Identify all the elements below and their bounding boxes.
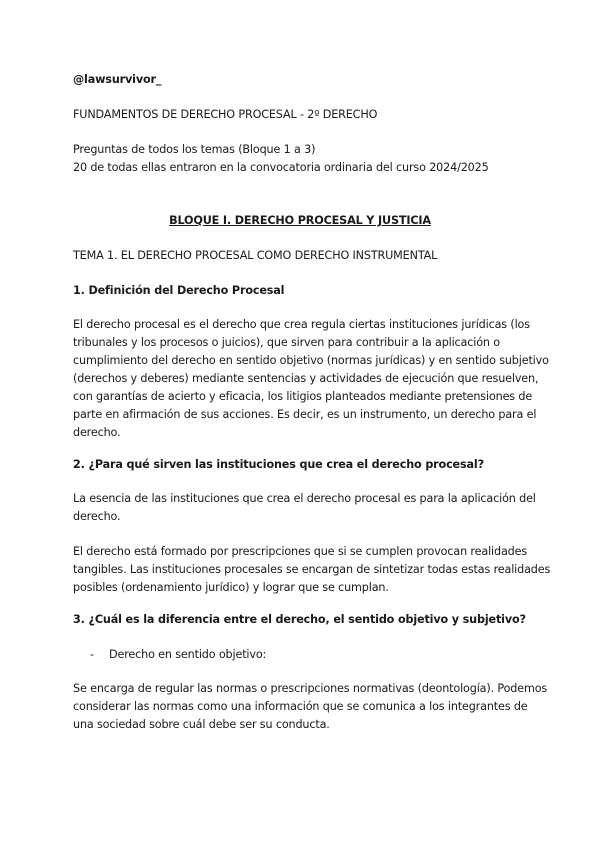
paragraph-line: tangibles. Las instituciones procesales se encargan de sintetizar todas estas realidades <box>73 563 551 576</box>
paragraph-line: (derechos y deberes) mediante sentencias y actividades de ejecución que resuelven, <box>73 372 539 385</box>
answer-paragraph <box>73 490 536 526</box>
paragraph-line: derecho. <box>73 510 121 523</box>
question-heading: 2. ¿Para qué sirven las instituciones que crea el derecho procesal? <box>73 458 484 471</box>
bullet-marker: - <box>90 648 94 661</box>
bullet-text: Derecho en sentido objetivo: <box>109 648 267 661</box>
paragraph-line: posibles (ordenamiento jurídico) y lograr que se cumplan. <box>73 581 389 594</box>
topic-heading: TEMA 1. EL DERECHO PROCESAL COMO DERECHO INSTRUMENTAL <box>73 249 438 262</box>
block-heading: BLOQUE I. DERECHO PROCESAL Y JUSTICIA <box>169 214 431 227</box>
meta-line: Preguntas de todos los temas (Bloque 1 a 3) <box>73 143 316 156</box>
question-heading: 1. Definición del Derecho Procesal <box>73 284 285 297</box>
paragraph-line: con garantías de acierto y eficacia, los litigios planteados mediante pretensiones de <box>73 390 533 403</box>
answer-paragraph <box>73 543 551 597</box>
paragraph-line: considerar las normas como una información que se comunica a los integrantes de <box>73 700 528 713</box>
answer-paragraph <box>73 680 548 734</box>
answer-paragraph <box>73 316 549 442</box>
paragraph-line: Se encarga de regular las normas o prescripciones normativas (deontología). Podemos <box>73 682 548 695</box>
paragraph-line: derecho. <box>73 426 121 439</box>
paragraph-line: parte en afirmación de sus acciones. Es decir, es un instrumento, un derecho para el <box>73 408 537 421</box>
paragraph-line: tribunales y los procesos o juicios), que sirven para contribuir a la aplicación o <box>73 336 500 349</box>
paragraph-line: cumplimiento del derecho en sentido objetivo (normas jurídicas) y en sentido subjetivo <box>73 354 549 367</box>
bullet-item <box>90 646 550 664</box>
paragraph-line: La esencia de las instituciones que crea el derecho procesal es para la aplicación del <box>73 492 536 505</box>
paragraph-line: El derecho está formado por prescripciones que si se cumplen provocan realidades <box>73 545 528 558</box>
paragraph-line: una sociedad sobre cuál debe ser su conducta. <box>73 718 330 731</box>
subject-title: FUNDAMENTOS DE DERECHO PROCESAL - 2º DERECHO <box>73 108 378 121</box>
author-handle: @lawsurvivor_ <box>73 73 162 86</box>
meta-line: 20 de todas ellas entraron en la convocatoria ordinaria del curso 2024/2025 <box>73 161 489 174</box>
paragraph-line: El derecho procesal es el derecho que crea regula ciertas instituciones jurídicas (los <box>73 318 530 331</box>
question-heading: 3. ¿Cuál es la diferencia entre el derecho, el sentido objetivo y subjetivo? <box>73 613 526 626</box>
